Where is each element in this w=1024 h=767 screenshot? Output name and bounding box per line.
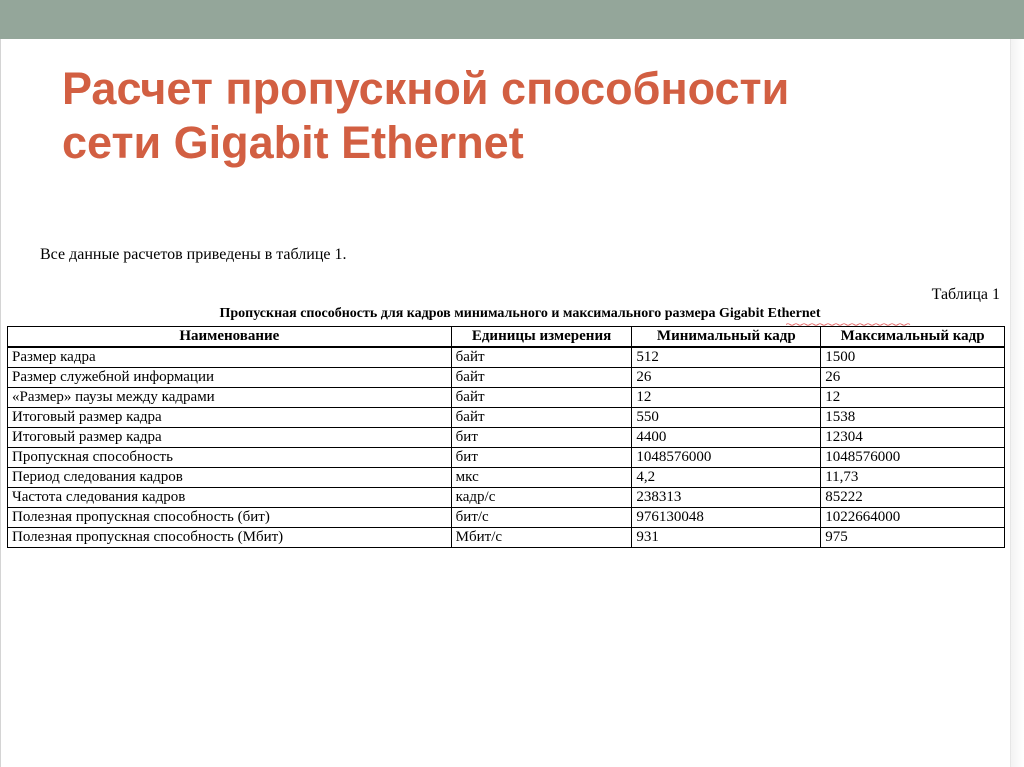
table-row xyxy=(8,408,1005,428)
cell-min: 512 xyxy=(632,347,821,368)
cell-name: Пропускная способность xyxy=(8,448,452,468)
cell-unit: бит xyxy=(451,448,632,468)
table-row xyxy=(8,347,1005,368)
cell-max: 12 xyxy=(821,388,1005,408)
slide-right-edge xyxy=(1010,39,1011,767)
table-row xyxy=(8,488,1005,508)
cell-unit: бит/с xyxy=(451,508,632,528)
cell-unit: мкс xyxy=(451,468,632,488)
slide-left-edge xyxy=(0,39,1,767)
cell-min: 1048576000 xyxy=(632,448,821,468)
table-number: Таблица 1 xyxy=(931,286,1000,303)
table-row xyxy=(8,528,1005,548)
cell-unit: Мбит/с xyxy=(451,528,632,548)
slide-title-line-1: Расчет пропускной способности xyxy=(62,63,790,114)
cell-max: 12304 xyxy=(821,428,1005,448)
cell-unit: байт xyxy=(451,347,632,368)
cell-max: 1048576000 xyxy=(821,448,1005,468)
table-row xyxy=(8,388,1005,408)
header-min-frame: Минимальный кадр xyxy=(632,327,821,348)
cell-min: 238313 xyxy=(632,488,821,508)
table-row xyxy=(8,448,1005,468)
cell-unit: байт xyxy=(451,388,632,408)
cell-max: 11,73 xyxy=(821,468,1005,488)
table-header-row xyxy=(8,327,1005,348)
table-row xyxy=(8,428,1005,448)
cell-max: 1538 xyxy=(821,408,1005,428)
cell-name: Частота следования кадров xyxy=(8,488,452,508)
table-row xyxy=(8,368,1005,388)
cell-min: 4400 xyxy=(632,428,821,448)
table-row xyxy=(8,468,1005,488)
throughput-table xyxy=(7,326,1005,548)
slide-top-bar xyxy=(0,0,1024,39)
cell-unit: бит xyxy=(451,428,632,448)
cell-name: Размер служебной информации xyxy=(8,368,452,388)
cell-min: 12 xyxy=(632,388,821,408)
slide-right-shadow xyxy=(1010,39,1024,767)
header-max-frame: Максимальный кадр xyxy=(821,327,1005,348)
cell-max: 975 xyxy=(821,528,1005,548)
cell-min: 4,2 xyxy=(632,468,821,488)
cell-max: 85222 xyxy=(821,488,1005,508)
cell-min: 976130048 xyxy=(632,508,821,528)
cell-name: «Размер» паузы между кадрами xyxy=(8,388,452,408)
cell-name: Полезная пропускная способность (бит) xyxy=(8,508,452,528)
table-row xyxy=(8,508,1005,528)
header-unit: Единицы измерения xyxy=(451,327,632,348)
cell-name: Итоговый размер кадра xyxy=(8,408,452,428)
slide-title xyxy=(62,62,962,170)
cell-name: Полезная пропускная способность (Мбит) xyxy=(8,528,452,548)
cell-name: Размер кадра xyxy=(8,347,452,368)
cell-name: Итоговый размер кадра xyxy=(8,428,452,448)
cell-unit: байт xyxy=(451,408,632,428)
cell-max: 26 xyxy=(821,368,1005,388)
cell-min: 26 xyxy=(632,368,821,388)
intro-text: Все данные расчетов приведены в таблице 1. xyxy=(40,246,347,263)
cell-min: 931 xyxy=(632,528,821,548)
cell-name: Период следования кадров xyxy=(8,468,452,488)
table-caption: Пропускная способность для кадров минимального и максимального размера Gigabit Ethernet xyxy=(219,306,821,321)
slide-title-line-2: сети Gigabit Ethernet xyxy=(62,117,524,168)
cell-min: 550 xyxy=(632,408,821,428)
cell-max: 1500 xyxy=(821,347,1005,368)
header-name: Наименование xyxy=(8,327,452,348)
cell-max: 1022664000 xyxy=(821,508,1005,528)
cell-unit: байт xyxy=(451,368,632,388)
cell-unit: кадр/с xyxy=(451,488,632,508)
